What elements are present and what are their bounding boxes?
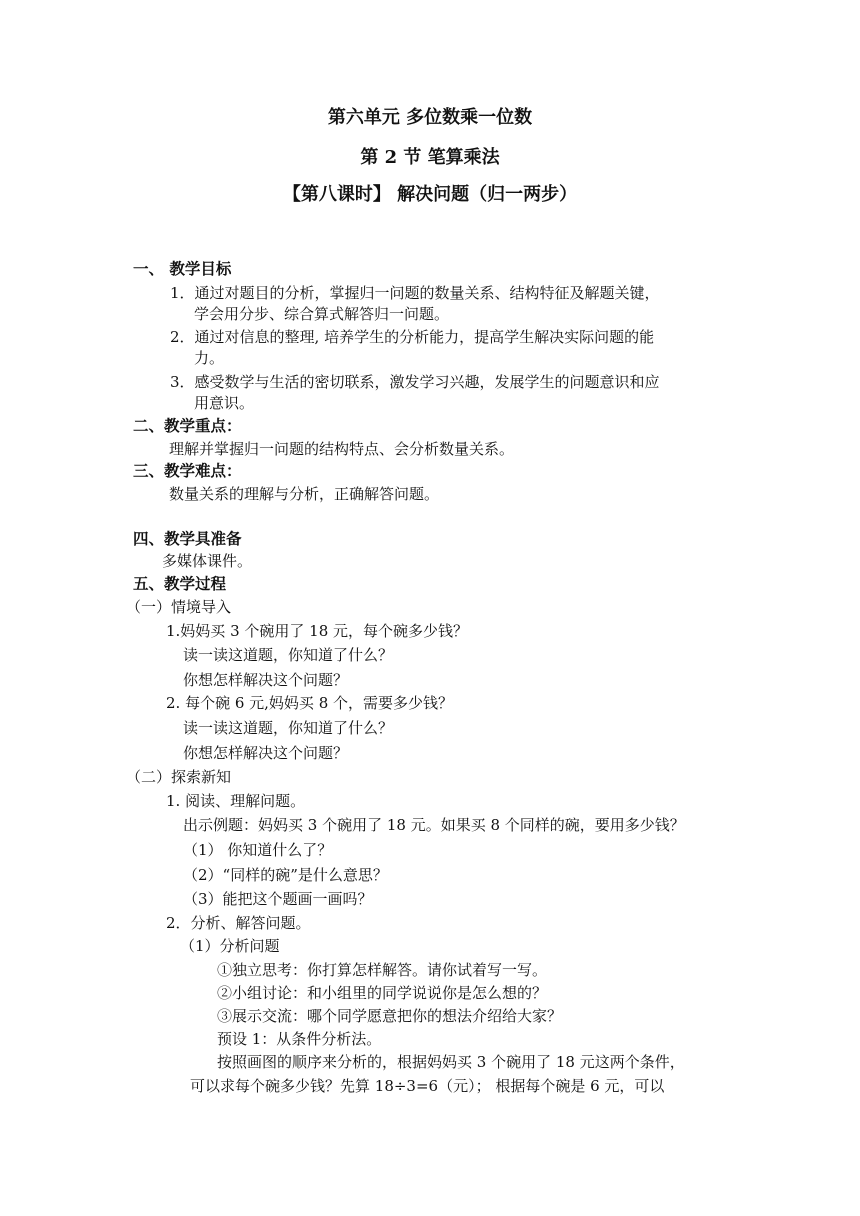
example-question-2: （2）“同样的碗”是什么意思？ [183,866,388,884]
part-heading-intro: （一）情境导入 [126,598,232,616]
goal-3-line-1: 3．感受数学与生活的密切联系，激发学习兴趣，发展学生的问题意识和应 [170,373,660,391]
section-title: 第 2 节 笔算乘法 [360,147,500,168]
intro-question-1-prompt-a: 读一读这道题，你知道了什么？ [183,646,394,664]
materials-text: 多媒体课件。 [162,552,253,570]
intro-question-1: 1.妈妈买 3 个碗用了 18 元，每个碗多少钱？ [166,622,469,640]
intro-question-2-prompt-b: 你想怎样解决这个问题？ [183,744,349,762]
section-heading-goals: 一、 教学目标 [133,259,232,278]
section-heading-difficulties: 三、教学难点： [133,461,242,480]
explanation-line-1: 按照画图的顺序来分析的，根据妈妈买 3 个碗用了 18 元这两个条件， [217,1053,685,1071]
example-question-1: （1） 你知道什么了？ [183,841,333,859]
intro-question-1-prompt-b: 你想怎样解决这个问题？ [183,671,349,689]
explanation-line-2: 可以求每个碗多少钱？先算 18÷3=6（元）； 根据每个碗是 6 元，可以 [190,1077,665,1095]
section-heading-key-points: 二、教学重点： [133,416,242,435]
lesson-title: 【第八课时】 解决问题（归一两步） [282,184,578,205]
intro-question-2-prompt-a: 读一读这道题，你知道了什么？ [183,719,394,737]
goal-1-line-2: 学会用分步、综合算式解答归一问题。 [194,305,450,323]
goal-1-line-1: 1．通过对题目的分析，掌握归一问题的数量关系、结构特征及解题关键， [170,284,660,302]
example-problem: 出示例题：妈妈买 3 个碗用了 18 元。如果买 8 个同样的碗，要用多少钱？ [183,816,685,834]
section-heading-materials: 四、教学具准备 [133,529,242,548]
analysis-step-2: ②小组讨论：和小组里的同学说说你是怎么想的？ [217,984,548,1002]
goal-2-line-1: 2．通过对信息的整理, 培养学生的分析能力，提高学生解决实际问题的能 [170,328,655,346]
analysis-step-1: ①独立思考：你打算怎样解答。请你试着写一写。 [217,961,548,979]
key-points-text: 理解并掌握归一问题的结构特点、会分析数量关系。 [169,440,515,458]
explore-step-1: 1. 阅读、理解问题。 [166,792,306,810]
example-question-3: （3）能把这个题画一画吗？ [183,890,373,908]
difficulties-text: 数量关系的理解与分析，正确解答问题。 [169,485,440,503]
goal-2-line-2: 力。 [194,349,225,367]
unit-title: 第六单元 多位数乘一位数 [327,107,533,128]
goal-3-line-2: 用意识。 [194,394,255,412]
explore-step-2: 2．分析、解答问题。 [166,914,311,932]
intro-question-2: 2. 每个碗 6 元,妈妈买 8 个，需要多少钱？ [166,694,454,712]
section-heading-process: 五、教学过程 [133,574,227,593]
part-heading-explore: （二）探索新知 [126,768,232,786]
analysis-heading: （1）分析问题 [180,937,280,955]
preset-1: 预设 1：从条件分析法。 [217,1030,382,1048]
analysis-step-3: ③展示交流：哪个同学愿意把你的想法介绍给大家？ [217,1007,563,1025]
